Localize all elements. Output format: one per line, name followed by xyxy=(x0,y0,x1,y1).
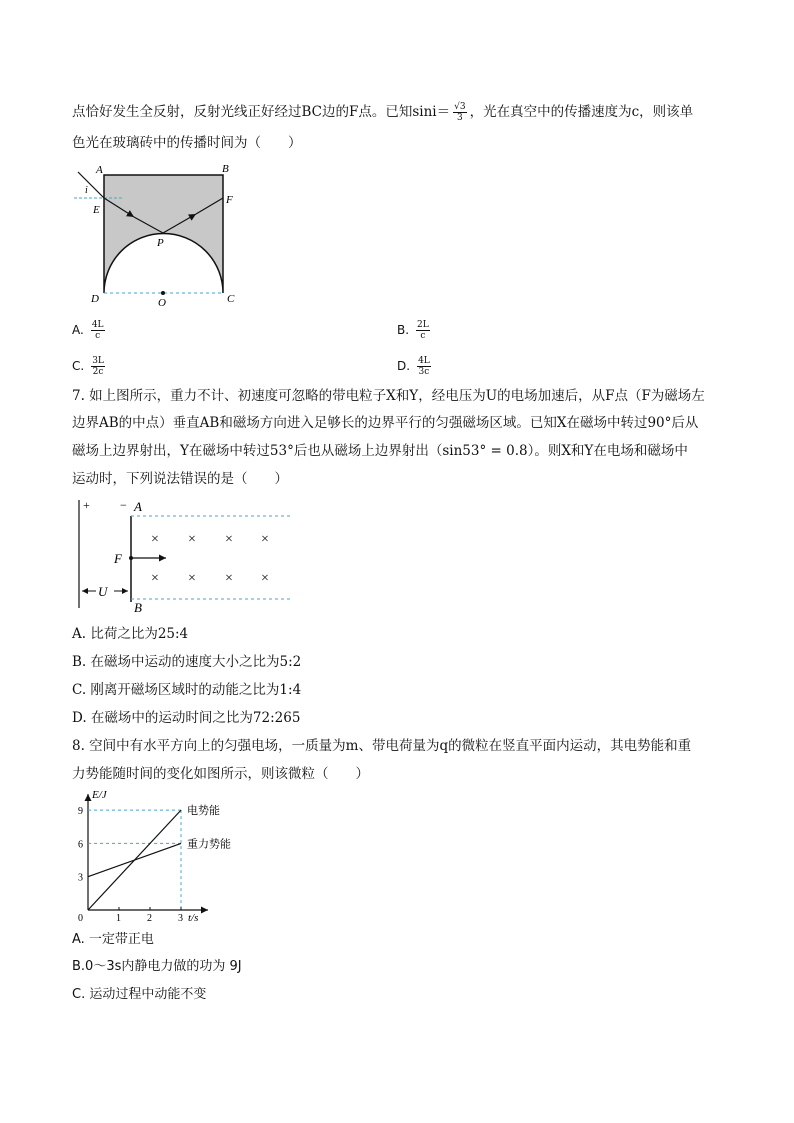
sin-numerator: √3 xyxy=(454,102,466,112)
option-letter: A. xyxy=(72,323,84,337)
option-letter: C. xyxy=(72,359,85,373)
magnetic-field-crosses xyxy=(151,532,269,586)
plus-sign: + xyxy=(83,498,90,512)
cross: × xyxy=(225,571,233,586)
x-axis-label: t/s xyxy=(188,912,199,924)
series-label: 重力势能 xyxy=(187,838,231,851)
option-num: 4L xyxy=(91,320,104,330)
option-fraction xyxy=(416,320,430,341)
q7-line-3: 磁场上边界射出，Y在磁场中转过53°后也从磁场上边界射出（sin53° = 0.8）。则X和Y在电场和磁场中 xyxy=(72,443,688,459)
q6-option-a xyxy=(72,320,108,341)
sin-denominator: 3 xyxy=(456,113,463,123)
label-P: P xyxy=(157,237,164,249)
q7-option-c: C. 刚离开磁场区域时的动能之比为1:4 xyxy=(72,682,302,698)
cross: × xyxy=(261,571,269,586)
label-D: D xyxy=(91,293,99,305)
series-label: 电势能 xyxy=(187,805,220,818)
y-tick-label: 6 xyxy=(78,839,83,851)
label-F: F xyxy=(226,194,233,206)
label-A: A xyxy=(134,499,142,514)
center-point xyxy=(161,291,165,295)
q8-energy-time-chart xyxy=(70,786,270,926)
q7-line-2: 边界AB的中点）垂直AB和磁场方向进入足够长的边界平行的匀强磁场区域。已知X在磁场中转过90°后从 xyxy=(72,415,699,431)
q7-field-figure xyxy=(70,496,300,618)
q6-glass-brick-figure xyxy=(70,160,240,310)
x-tick-label: 1 xyxy=(116,913,121,924)
q7-option-d: D. 在磁场中的运动时间之比为72:265 xyxy=(72,710,301,726)
glass-brick-shape xyxy=(104,175,223,293)
label-C: C xyxy=(227,293,235,305)
option-num: 4L xyxy=(418,356,430,366)
q7-line-4: 运动时，下列说法错误的是（ ） xyxy=(72,471,288,487)
cross: × xyxy=(151,532,159,547)
x-tick-label: 0 xyxy=(78,913,83,924)
x-tick-label: 3 xyxy=(178,913,183,924)
label-A: A xyxy=(96,164,103,176)
q8-option-a: A. 一定带正电 xyxy=(72,932,154,947)
q7-option-b: B. 在磁场中运动的速度大小之比为5:2 xyxy=(72,654,302,670)
q8-option-b: B.0～3s内静电力做的功为 9J xyxy=(72,959,242,974)
q6-line-2 xyxy=(72,133,302,153)
x-tick-label: 2 xyxy=(147,913,152,924)
q8-line-1: 8. 空间中有水平方向上的匀强电场，一质量为m、带电荷量为q的微粒在竖直平面内运动，其电势能和重 xyxy=(72,738,692,754)
y-tick-label: 3 xyxy=(78,872,83,884)
cross: × xyxy=(225,532,233,547)
label-E: E xyxy=(93,204,100,216)
sin-fraction xyxy=(453,102,466,123)
option-num: 2L xyxy=(417,320,429,330)
y-axis-label: E/J xyxy=(92,789,107,801)
q6-text-2: 色光在玻璃砖中的传播时间为（ ） xyxy=(72,135,302,151)
cross: × xyxy=(188,571,196,586)
label-B: B xyxy=(222,163,229,175)
q8-line-2: 力势能随时间的变化如图所示，则该微粒（ ） xyxy=(72,766,369,782)
series-line xyxy=(88,843,181,876)
cross: × xyxy=(261,532,269,547)
q6-option-d xyxy=(397,356,434,377)
option-den: c xyxy=(420,331,426,341)
option-den: 2c xyxy=(92,367,104,377)
q6-line-1 xyxy=(72,102,693,123)
q8-option-c: C. 运动过程中动能不变 xyxy=(72,987,207,1002)
cross: × xyxy=(151,571,159,586)
option-den: 3c xyxy=(418,367,430,377)
q6-option-b xyxy=(397,320,433,341)
option-den: c xyxy=(95,331,101,341)
q6-text-1a: 点恰好发生全反射，反射光线正好经过BC边的F点。已知sini＝ xyxy=(72,104,451,120)
label-U: U xyxy=(98,584,108,599)
chart-marks xyxy=(78,803,231,924)
label-i: i xyxy=(85,185,88,196)
y-tick-label: 9 xyxy=(78,806,83,818)
q6-option-c xyxy=(72,356,108,377)
label-F: F xyxy=(114,551,122,566)
option-fraction xyxy=(417,356,431,377)
q7-option-a: A. 比荷之比为25:4 xyxy=(72,626,189,642)
option-num: 3L xyxy=(92,356,104,366)
option-fraction xyxy=(91,320,105,341)
option-letter: B. xyxy=(397,323,410,337)
option-fraction xyxy=(91,356,105,377)
label-O: O xyxy=(158,297,166,309)
q6-text-1b: ，光在真空中的传播速度为c，则该单 xyxy=(469,104,694,120)
minus-sign: − xyxy=(120,498,127,512)
label-B: B xyxy=(134,600,142,615)
option-letter: D. xyxy=(397,359,411,373)
cross: × xyxy=(188,532,196,547)
q7-line-1: 7. 如上图所示，重力不计、初速度可忽略的带电粒子X和Y，经电压为U的电场加速后，从F点（F为磁场左 xyxy=(72,388,705,404)
